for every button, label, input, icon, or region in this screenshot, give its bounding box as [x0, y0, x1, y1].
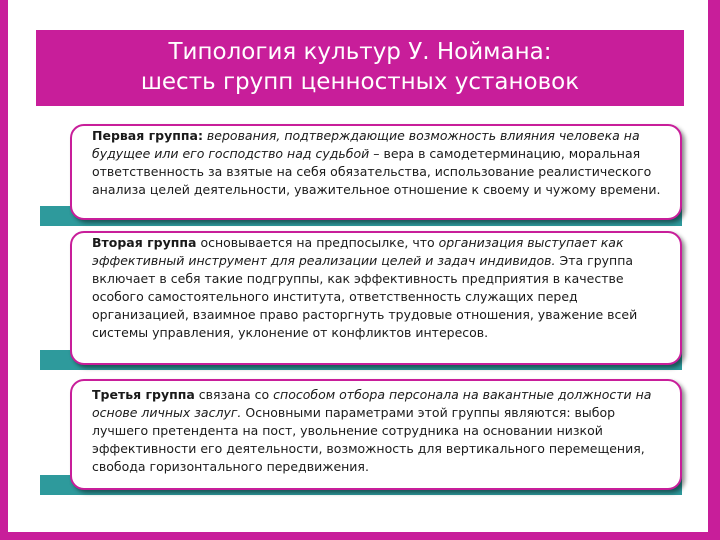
group-card-1 [70, 124, 682, 220]
title-line-2: шесть групп ценностных установок [140, 69, 580, 95]
group-1-italic-text: верования, подтверждающие возможность влияния человека на будущее или его господство над судьбой – [92, 128, 640, 161]
group-1-text: вера в самодетерминацию, моральная ответственность за взятые на себя обязательства, использование реалистического анализа целей деятельности, уважительное отношение к своему и чужому времени. [92, 146, 661, 197]
slide-title [36, 30, 684, 106]
group-3-label: Третья группа [92, 387, 195, 402]
group-2-text-1: основывается на предпосылке, что [196, 235, 439, 250]
frame-bottom-border [0, 532, 720, 540]
group-2-text-2: Эта группа включает в себя такие подгруппы, как эффективность предприятия в качестве особого самостоятельного института, ответственность служащих перед организацией, взаимное право расторгнуть трудовые отношения, уважение всей системы управления, уклонение от конфликтов интересов. [92, 253, 638, 340]
title-line-1: Типология культур У. Ноймана: [168, 39, 552, 65]
frame-left-border [0, 0, 8, 540]
group-2-label: Вторая группа [92, 235, 197, 250]
group-3-text-1: связана со [194, 387, 274, 402]
group-card-2 [70, 231, 682, 365]
group-3-italic-text: способом отбора персонала на вакантные должности на основе личных заслуг. [92, 387, 652, 420]
group-2-italic-text: организация выступает как эффективный инструмент для реализации целей и задач индивидов. [92, 235, 624, 268]
group-3-text-2: Основными параметрами этой группы являются: выбор лучшего претендента на пост, увольнение сотрудника на основании низкой эффективности его деятельности, возможность для вертикального перемещения, свобода горизонтального передвижения. [92, 405, 645, 474]
group-1-label: Первая группа: [92, 128, 203, 143]
frame-right-border [708, 0, 720, 540]
group-card-3 [70, 379, 682, 490]
